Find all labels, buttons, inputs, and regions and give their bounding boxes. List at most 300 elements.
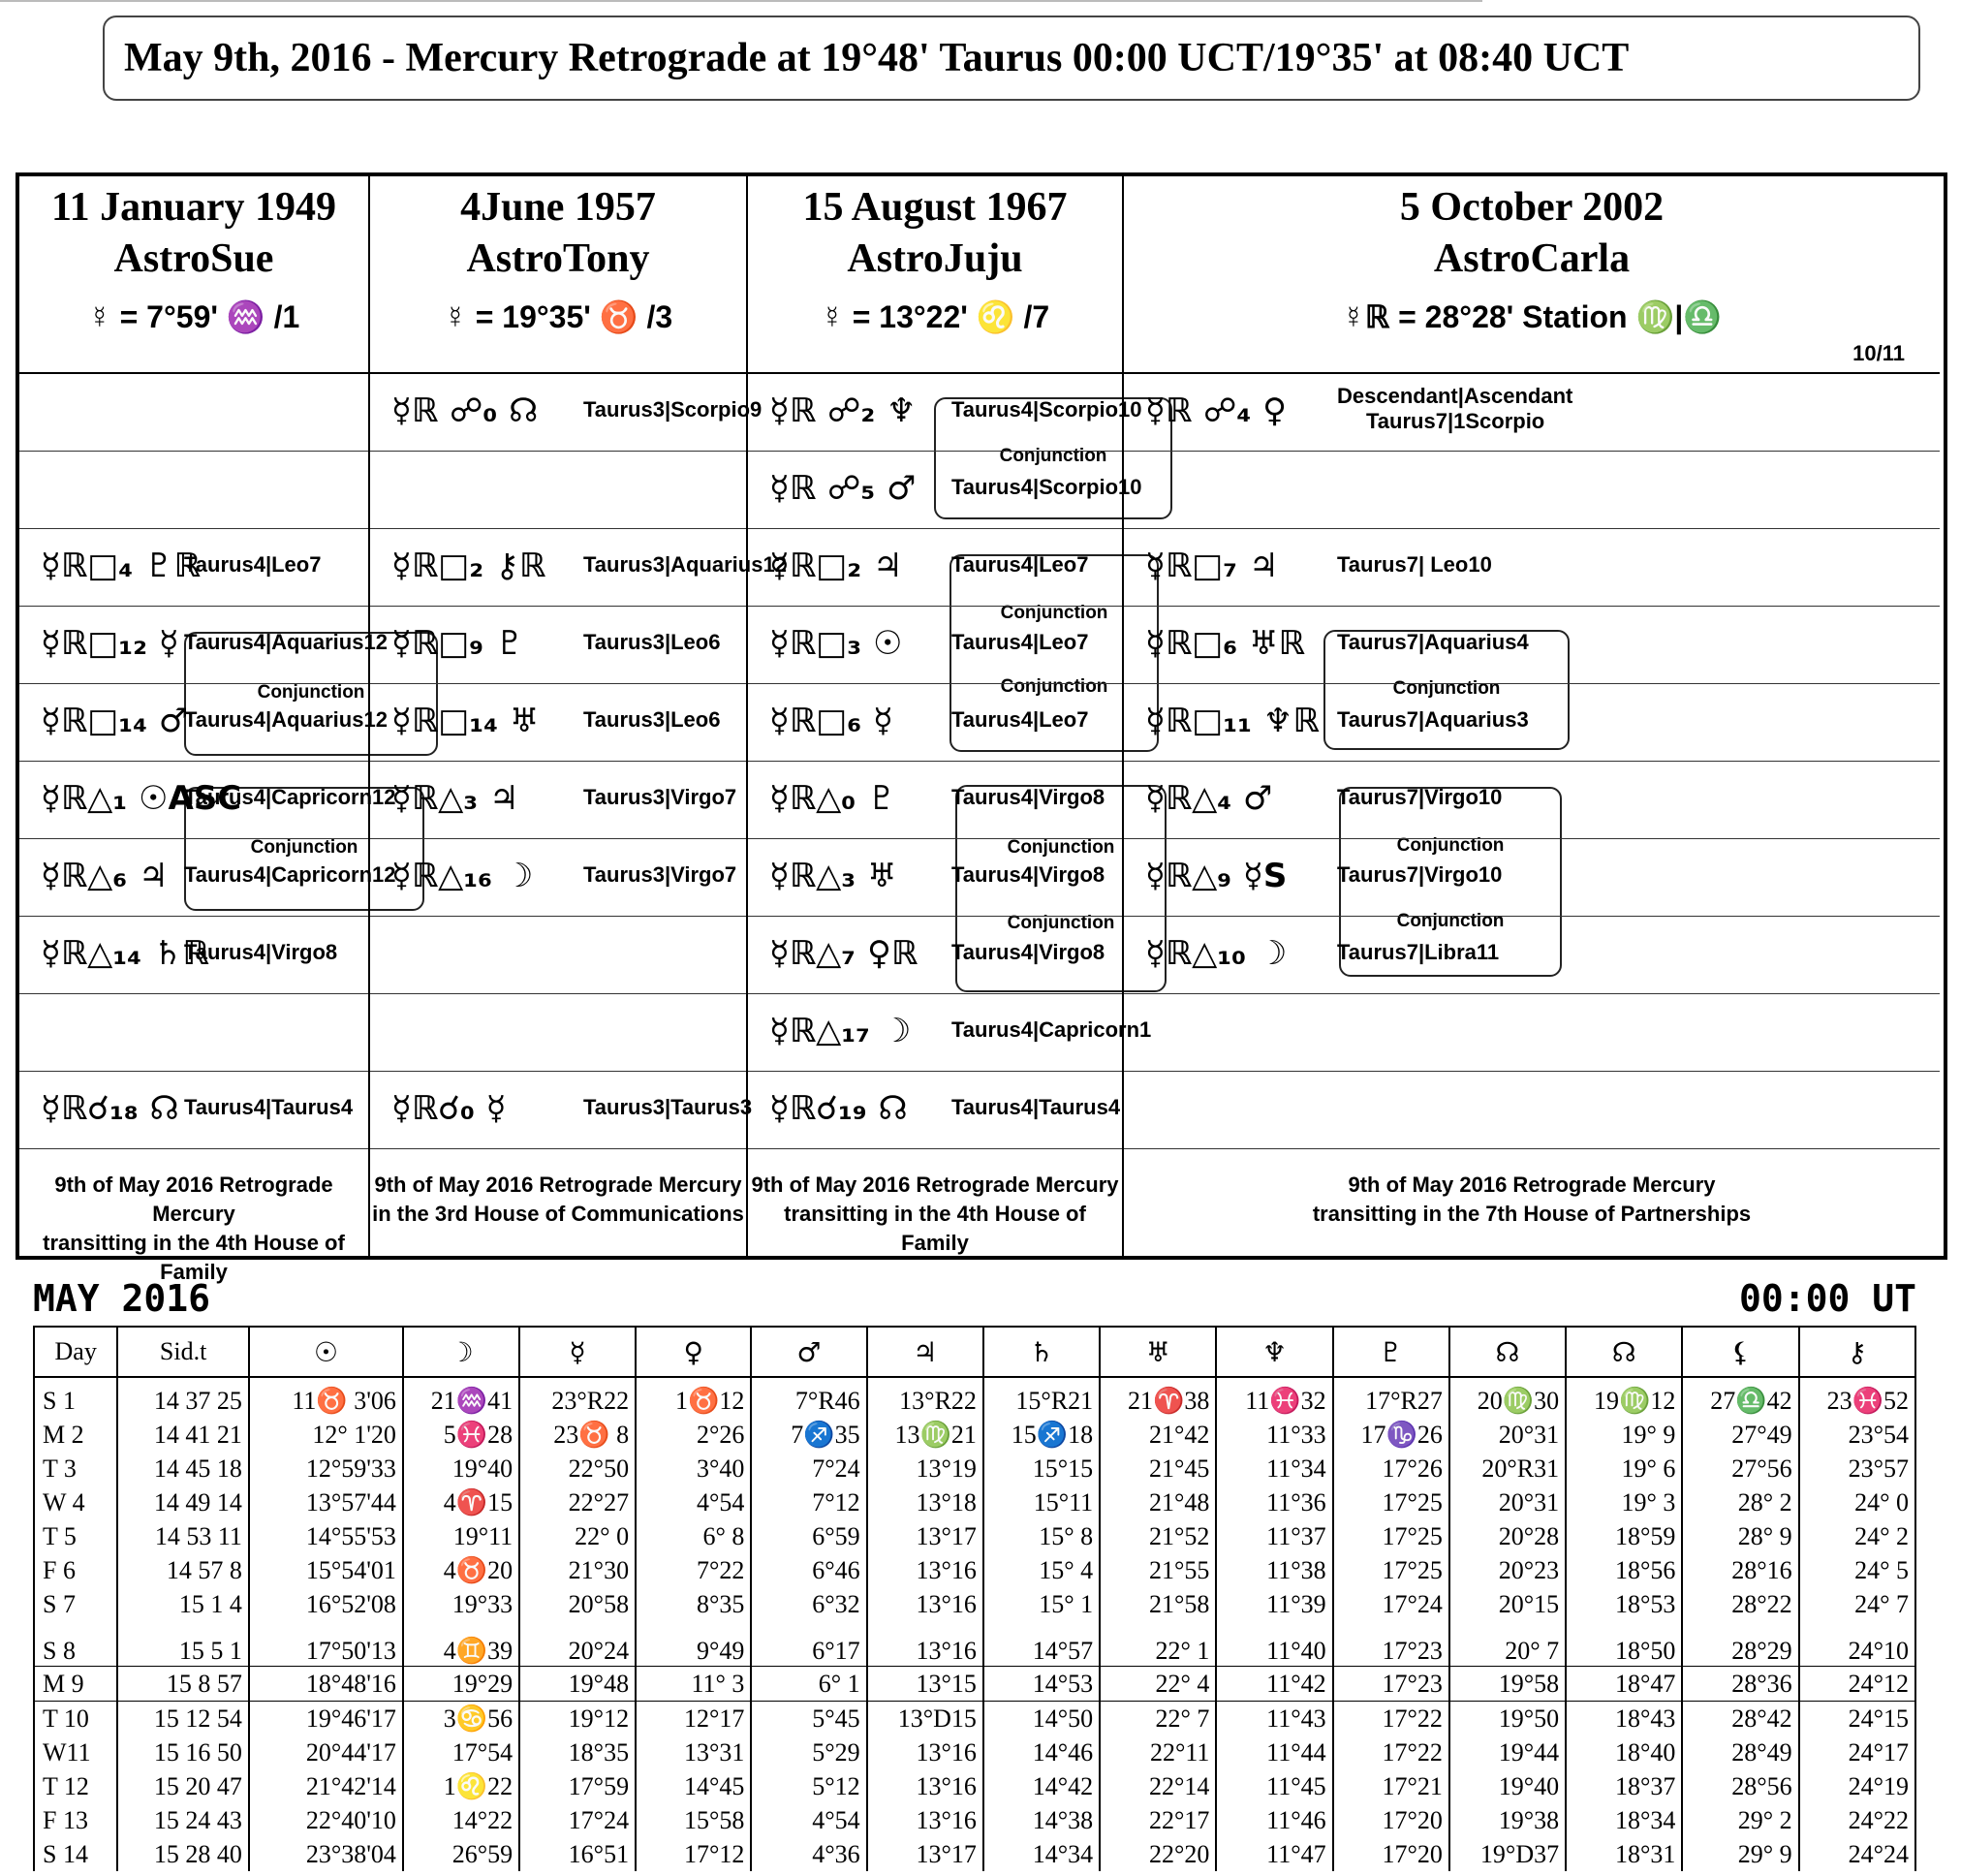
position-cell: 7°22 — [636, 1553, 751, 1587]
aspect-sign-house-label: Taurus3|Aquarius12 — [583, 552, 787, 577]
aspect-row — [748, 684, 1122, 762]
position-cell: 20°15 — [1449, 1587, 1566, 1621]
position-cell: 14°55'53 — [249, 1519, 403, 1553]
aspect-sign-house-label: Taurus3|Taurus3 — [583, 1095, 753, 1119]
position-cell: 19°38 — [1449, 1803, 1566, 1837]
aspect-row — [1124, 1072, 1940, 1149]
aspect-row — [1124, 374, 1940, 452]
position-cell: 11°37 — [1216, 1519, 1332, 1553]
ephemeris-row — [34, 1452, 1915, 1485]
position-cell: 17°22 — [1333, 1702, 1449, 1736]
chart-column-astrotony — [368, 176, 787, 1256]
aspect-row — [370, 607, 746, 684]
position-cell: 19°46'17 — [249, 1702, 403, 1736]
position-cell: 14°46 — [983, 1735, 1100, 1769]
position-cell: 6°59 — [751, 1519, 866, 1553]
aspect-glyph: ☿ℝ□₉ ♇ — [391, 624, 525, 663]
position-cell: 22°17 — [1100, 1803, 1216, 1837]
aspect-sign-house-label: Taurus7|Libra11 — [1337, 940, 1500, 964]
position-cell: 22°14 — [1100, 1769, 1216, 1803]
position-cell: 20°31 — [1449, 1418, 1566, 1452]
sidereal-time-cell: 15 12 54 — [117, 1702, 249, 1736]
aspect-glyph: ☿ℝ△₃ ♅ — [769, 857, 897, 895]
position-cell: 28°36 — [1682, 1667, 1798, 1702]
aspect-row — [1124, 529, 1940, 607]
aspect-sign-house-label: Taurus4|Taurus4 — [951, 1095, 1121, 1119]
position-cell: 12°17 — [636, 1702, 751, 1736]
position-cell: 23♉ 8 — [519, 1418, 636, 1452]
aspect-row — [19, 374, 368, 452]
day-cell: F 13 — [34, 1803, 117, 1837]
aspect-glyph: ☿ℝ△₇ ♀ℝ — [769, 934, 918, 973]
position-cell: 5♓28 — [403, 1418, 519, 1452]
aspect-row — [748, 529, 1122, 607]
position-cell: 2°26 — [636, 1418, 751, 1452]
day-cell: W 4 — [34, 1485, 117, 1519]
chart-owner-name: AstroSue — [113, 236, 274, 281]
ephemeris-row — [34, 1667, 1915, 1702]
aspect-row — [19, 452, 368, 529]
position-cell: 23°57 — [1799, 1452, 1915, 1485]
conjunction-label: Conjunction — [1000, 603, 1108, 623]
aspect-sign-house-label: Taurus4|Scorpio10 — [951, 475, 1142, 499]
aspect-row — [1124, 917, 1940, 994]
col-planet-glyph: ☊ — [1566, 1327, 1682, 1377]
aspect-row — [370, 762, 746, 839]
position-cell: 13°17 — [867, 1519, 983, 1553]
position-cell: 1♉12 — [636, 1377, 751, 1418]
sidereal-time-cell: 14 49 14 — [117, 1485, 249, 1519]
position-cell: 11°46 — [1216, 1803, 1332, 1837]
position-cell: 6°32 — [751, 1587, 866, 1621]
position-cell: 13°17 — [867, 1837, 983, 1871]
day-cell: S 14 — [34, 1837, 117, 1871]
natal-mercury-position: ☿ℝ = 28°28' Station ♍|♎ — [1341, 299, 1723, 334]
aspect-chart — [16, 172, 1947, 1284]
position-cell: 13°19 — [867, 1452, 983, 1485]
position-cell: 11°43 — [1216, 1702, 1332, 1736]
transit-summary-line2: in the 3rd House of Communications — [372, 1202, 744, 1226]
column-header — [370, 176, 746, 374]
ephemeris-time: 00:00 UT — [1738, 1277, 1916, 1320]
aspect-glyph: ☿ℝ△₄ ♂ — [1145, 779, 1273, 818]
position-cell: 23♓52 — [1799, 1377, 1915, 1418]
day-cell: M 9 — [34, 1667, 117, 1702]
aspect-glyph: ☿ℝ△₉ ☿S — [1145, 857, 1288, 895]
position-cell: 20°44'17 — [249, 1735, 403, 1769]
position-cell: 22° 1 — [1100, 1621, 1216, 1667]
conjunction-label: Conjunction — [1000, 676, 1108, 697]
aspect-row — [748, 1072, 1122, 1149]
house-cusp-note: 10/11 — [1852, 341, 1905, 365]
aspect-glyph: ☿ℝ△₁₄ ♄ℝ — [41, 934, 209, 973]
position-cell: 22°11 — [1100, 1735, 1216, 1769]
position-cell: 19°48 — [519, 1667, 636, 1702]
col-planet-glyph: ⚸ — [1682, 1327, 1798, 1377]
position-cell: 14°50 — [983, 1702, 1100, 1736]
position-cell: 29° 9 — [1682, 1837, 1798, 1871]
sidereal-time-cell: 14 37 25 — [117, 1377, 249, 1418]
aspect-row — [19, 1072, 368, 1149]
position-cell: 17°20 — [1333, 1837, 1449, 1871]
position-cell: 24° 5 — [1799, 1553, 1915, 1587]
position-cell: 19°12 — [519, 1702, 636, 1736]
sidereal-time-cell: 15 20 47 — [117, 1769, 249, 1803]
transit-summary — [1124, 1149, 1940, 1256]
position-cell: 18°43 — [1566, 1702, 1682, 1736]
position-cell: 4♊39 — [403, 1621, 519, 1667]
position-cell: 7°12 — [751, 1485, 866, 1519]
position-cell: 4♈15 — [403, 1485, 519, 1519]
aspect-row — [748, 839, 1122, 917]
position-cell: 6°17 — [751, 1621, 866, 1667]
ephemeris-row — [34, 1418, 1915, 1452]
position-cell: 28° 2 — [1682, 1485, 1798, 1519]
position-cell: 15°54'01 — [249, 1553, 403, 1587]
position-cell: 21°45 — [1100, 1452, 1216, 1485]
position-cell: 22°50 — [519, 1452, 636, 1485]
aspect-row — [1124, 762, 1940, 839]
position-cell: 14°53 — [983, 1667, 1100, 1702]
aspect-glyph: ☿ℝ ☍₄ ♀ — [1145, 391, 1288, 430]
aspect-sign-house-label: Taurus4|Virgo8 — [184, 940, 338, 964]
position-cell: 13°15 — [867, 1667, 983, 1702]
position-cell: 14°22 — [403, 1803, 519, 1837]
position-cell: 8°35 — [636, 1587, 751, 1621]
position-cell: 11♓32 — [1216, 1377, 1332, 1418]
col-planet-glyph: ♄ — [983, 1327, 1100, 1377]
ephemeris-row — [34, 1803, 1915, 1837]
ephemeris-row — [34, 1702, 1915, 1736]
aspect-sign-house-label: Descendant|Ascendant — [1337, 384, 1573, 408]
natal-mercury-position: ☿ = 7°59' ♒ /1 — [87, 299, 300, 334]
column-header — [748, 176, 1122, 374]
aspect-row — [370, 994, 746, 1072]
aspect-sign-house-label: Taurus7|Aquarius3 — [1337, 707, 1529, 732]
position-cell: 7°24 — [751, 1452, 866, 1485]
col-planet-glyph: ☿ — [519, 1327, 636, 1377]
position-cell: 17°23 — [1333, 1621, 1449, 1667]
position-cell: 27♎42 — [1682, 1377, 1798, 1418]
aspect-row — [748, 994, 1152, 1072]
position-cell: 24°12 — [1799, 1667, 1915, 1702]
position-cell: 13°16 — [867, 1769, 983, 1803]
transit-summary-line2: transitting in the 7th House of Partnerships — [1312, 1202, 1752, 1226]
position-cell: 19°29 — [403, 1667, 519, 1702]
position-cell: 17♑26 — [1333, 1418, 1449, 1452]
page-title: May 9th, 2016 - Mercury Retrograde at 19°48' Taurus 00:00 UCT/19°35' at 08:40 UCT — [103, 16, 1920, 101]
position-cell: 21♈38 — [1100, 1377, 1216, 1418]
position-cell: 17°26 — [1333, 1452, 1449, 1485]
conjunction-label: Conjunction — [1007, 837, 1115, 858]
position-cell: 12° 1'20 — [249, 1418, 403, 1452]
position-cell: 13°16 — [867, 1803, 983, 1837]
position-cell: 20° 7 — [1449, 1621, 1566, 1667]
position-cell: 19°40 — [403, 1452, 519, 1485]
aspect-row — [1124, 839, 1940, 917]
position-cell: 24°15 — [1799, 1702, 1915, 1736]
aspect-row — [748, 762, 1122, 839]
position-cell: 19♍12 — [1566, 1377, 1682, 1418]
aspect-row — [370, 452, 746, 529]
position-cell: 5°45 — [751, 1702, 866, 1736]
col-sidereal-time: Sid.t — [117, 1327, 249, 1377]
position-cell: 7♐35 — [751, 1418, 866, 1452]
position-cell: 11°47 — [1216, 1837, 1332, 1871]
conjunction-label: Conjunction — [999, 446, 1107, 466]
aspect-sign-house-label: Taurus4|Aquarius12 — [184, 707, 388, 732]
aspect-sign-house-label: Taurus4|Taurus4 — [184, 1095, 354, 1119]
col-planet-glyph: ♃ — [867, 1327, 983, 1377]
position-cell: 11°45 — [1216, 1769, 1332, 1803]
position-cell: 11°42 — [1216, 1667, 1332, 1702]
aspect-sign-house-label: Taurus3|Leo6 — [583, 707, 721, 732]
position-cell: 13♍21 — [867, 1418, 983, 1452]
aspect-row — [370, 1072, 753, 1149]
aspect-sign-house-label: Taurus4|Leo7 — [184, 552, 322, 577]
aspect-sign-house-label: Taurus4|Capricorn1 — [951, 1017, 1152, 1042]
aspect-row — [19, 917, 368, 994]
position-cell: 24° 0 — [1799, 1485, 1915, 1519]
position-cell: 11♉ 3'06 — [249, 1377, 403, 1418]
aspect-row — [1124, 607, 1940, 684]
sidereal-time-cell: 15 5 1 — [117, 1621, 249, 1667]
col-planet-glyph: ♆ — [1216, 1327, 1332, 1377]
position-cell: 24°24 — [1799, 1837, 1915, 1871]
position-cell: 5°12 — [751, 1769, 866, 1803]
day-cell: F 6 — [34, 1553, 117, 1587]
position-cell: 21°42'14 — [249, 1769, 403, 1803]
ephemeris-row — [34, 1519, 1915, 1553]
aspect-sign-house-label: Taurus7|Virgo10 — [1337, 785, 1503, 809]
position-cell: 15° 1 — [983, 1587, 1100, 1621]
position-cell: 19°33 — [403, 1587, 519, 1621]
aspect-sign-house-label: Taurus7| Leo10 — [1337, 552, 1492, 577]
conjunction-label: Conjunction — [1007, 913, 1115, 933]
aspect-glyph: ☿ℝ□₃ ☉ — [769, 624, 903, 663]
sidereal-time-cell: 15 24 43 — [117, 1803, 249, 1837]
day-cell: S 7 — [34, 1587, 117, 1621]
position-cell: 15♐18 — [983, 1418, 1100, 1452]
position-cell: 17°50'13 — [249, 1621, 403, 1667]
position-cell: 22° 4 — [1100, 1667, 1216, 1702]
aspect-sign-house-label: Taurus4|Aquarius12 — [184, 630, 388, 654]
position-cell: 9°49 — [636, 1621, 751, 1667]
position-cell: 13°18 — [867, 1485, 983, 1519]
position-cell: 11°40 — [1216, 1621, 1332, 1667]
position-cell: 4°54 — [751, 1803, 866, 1837]
position-cell: 14°38 — [983, 1803, 1100, 1837]
position-cell: 17°25 — [1333, 1485, 1449, 1519]
position-cell: 21°52 — [1100, 1519, 1216, 1553]
position-cell: 18°35 — [519, 1735, 636, 1769]
position-cell: 18°53 — [1566, 1587, 1682, 1621]
position-cell: 24° 2 — [1799, 1519, 1915, 1553]
aspect-glyph: ☿ℝ□₂ ⚷ℝ — [391, 547, 546, 585]
position-cell: 6° 1 — [751, 1667, 866, 1702]
day-cell: W11 — [34, 1735, 117, 1769]
position-cell: 11°38 — [1216, 1553, 1332, 1587]
aspect-row — [748, 917, 1122, 994]
aspect-glyph: ☿ℝ□₇ ♃ — [1145, 547, 1279, 585]
position-cell: 13°R22 — [867, 1377, 983, 1418]
aspect-row — [1124, 994, 1940, 1072]
col-planet-glyph: ☊ — [1449, 1327, 1566, 1377]
position-cell: 20°24 — [519, 1621, 636, 1667]
conjunction-label: Conjunction — [250, 837, 358, 858]
aspect-row — [19, 839, 396, 917]
position-cell: 1♌22 — [403, 1769, 519, 1803]
sidereal-time-cell: 15 28 40 — [117, 1837, 249, 1871]
sidereal-time-cell: 15 8 57 — [117, 1667, 249, 1702]
day-cell: M 2 — [34, 1418, 117, 1452]
aspect-glyph: ☿ℝ△₁₀ ☽ — [1145, 934, 1288, 973]
position-cell: 20°31 — [1449, 1485, 1566, 1519]
position-cell: 11°36 — [1216, 1485, 1332, 1519]
position-cell: 23°R22 — [519, 1377, 636, 1418]
aspect-glyph: ☿ℝ△₁₇ ☽ — [769, 1012, 912, 1050]
chart-owner-name: AstroJuju — [847, 236, 1023, 281]
natal-date: 4June 1957 — [460, 185, 656, 230]
position-cell: 16°51 — [519, 1837, 636, 1871]
position-cell: 22°20 — [1100, 1837, 1216, 1871]
position-cell: 15°15 — [983, 1452, 1100, 1485]
position-cell: 11°34 — [1216, 1452, 1332, 1485]
position-cell: 15°11 — [983, 1485, 1100, 1519]
transit-summary — [19, 1149, 368, 1284]
position-cell: 13°16 — [867, 1621, 983, 1667]
aspect-row — [748, 607, 1122, 684]
position-cell: 19°11 — [403, 1519, 519, 1553]
position-cell: 20°R31 — [1449, 1452, 1566, 1485]
position-cell: 17°12 — [636, 1837, 751, 1871]
position-cell: 13°57'44 — [249, 1485, 403, 1519]
aspect-row — [370, 917, 746, 994]
position-cell: 4°36 — [751, 1837, 866, 1871]
aspect-row — [1124, 452, 1940, 529]
position-cell: 17°24 — [519, 1803, 636, 1837]
aspect-glyph: ☿ℝ□₄ ♇ℝ — [41, 547, 201, 585]
position-cell: 14°42 — [983, 1769, 1100, 1803]
aspect-glyph: ☿ℝ□₆ ♅ℝ — [1145, 624, 1305, 663]
aspect-row — [19, 529, 368, 607]
position-cell: 15° 8 — [983, 1519, 1100, 1553]
position-cell: 28°49 — [1682, 1735, 1798, 1769]
ephemeris-row — [34, 1587, 1915, 1621]
aspect-row — [370, 839, 746, 917]
aspect-glyph: ☿ℝ□₁₄ ♅ — [391, 702, 540, 740]
position-cell: 6°46 — [751, 1553, 866, 1587]
ephemeris-month: MAY 2016 — [33, 1277, 211, 1320]
aspect-glyph: ☿ℝ□₁₁ ♆ℝ — [1145, 702, 1320, 740]
chart-column-astrojuju — [746, 176, 1152, 1256]
position-cell: 28°22 — [1682, 1587, 1798, 1621]
ephemeris-row — [34, 1485, 1915, 1519]
col-planet-glyph: ♀ — [636, 1327, 751, 1377]
column-header — [19, 176, 368, 374]
position-cell: 28°29 — [1682, 1621, 1798, 1667]
position-cell: 24°19 — [1799, 1769, 1915, 1803]
position-cell: 17°54 — [403, 1735, 519, 1769]
natal-mercury-position: ☿ = 13°22' ♌ /7 — [820, 299, 1050, 334]
col-day: Day — [34, 1327, 117, 1377]
aspect-glyph: ☿ℝ ☍₂ ♆ — [769, 391, 917, 430]
col-planet-glyph: ♇ — [1333, 1327, 1449, 1377]
position-cell: 13°16 — [867, 1587, 983, 1621]
position-cell: 4♉20 — [403, 1553, 519, 1587]
chart-column-astrocarla — [1122, 176, 1940, 1256]
aspect-sign-house-label: Taurus3|Virgo7 — [583, 862, 737, 887]
ephemeris-row — [34, 1553, 1915, 1587]
position-cell: 23°38'04 — [249, 1837, 403, 1871]
aspect-glyph: ☿ℝ△₁₆ ☽ — [391, 857, 534, 895]
aspect-sign-house-label: Taurus3|Virgo7 — [583, 785, 737, 809]
aspect-sign-house-label: Taurus4|Capricorn12 — [184, 862, 396, 887]
aspect-row — [19, 607, 388, 684]
natal-date: 5 October 2002 — [1399, 185, 1665, 230]
position-cell: 5°29 — [751, 1735, 866, 1769]
position-cell: 18°59 — [1566, 1519, 1682, 1553]
position-cell: 13°16 — [867, 1735, 983, 1769]
position-cell: 14°45 — [636, 1769, 751, 1803]
aspect-row — [370, 529, 787, 607]
position-cell: 19°50 — [1449, 1702, 1566, 1736]
aspect-row — [370, 374, 763, 452]
col-planet-glyph: ♂ — [751, 1327, 866, 1377]
position-cell: 15° 4 — [983, 1553, 1100, 1587]
transit-summary-line1: 9th of May 2016 Retrograde Mercury — [1348, 1172, 1716, 1197]
position-cell: 12°59'33 — [249, 1452, 403, 1485]
aspect-sign-house-label: Taurus7|Virgo10 — [1337, 862, 1503, 887]
transit-summary-line1: 9th of May 2016 Retrograde Mercury — [54, 1172, 333, 1226]
position-cell: 19° 9 — [1566, 1418, 1682, 1452]
sidereal-time-cell: 15 1 4 — [117, 1587, 249, 1621]
position-cell: 23°54 — [1799, 1418, 1915, 1452]
aspect-glyph: ☿ℝ ☍₀ ☊ — [391, 391, 539, 430]
aspect-glyph: ☿ℝ□₂ ♃ — [769, 547, 903, 585]
position-cell: 21°30 — [519, 1553, 636, 1587]
sidereal-time-cell: 14 45 18 — [117, 1452, 249, 1485]
position-cell: 17°21 — [1333, 1769, 1449, 1803]
position-cell: 20°28 — [1449, 1519, 1566, 1553]
position-cell: 14°34 — [983, 1837, 1100, 1871]
position-cell: 19°40 — [1449, 1769, 1566, 1803]
position-cell: 27°49 — [1682, 1418, 1798, 1452]
position-cell: 21°58 — [1100, 1587, 1216, 1621]
aspect-glyph: ☿ℝ△₀ ♇ — [769, 779, 897, 818]
natal-mercury-position: ☿ = 19°35' ♉ /3 — [443, 299, 673, 334]
position-cell: 18°31 — [1566, 1837, 1682, 1871]
aspect-sign-house-label: Taurus4|Leo7 — [951, 707, 1089, 732]
chart-owner-name: AstroTony — [466, 236, 650, 281]
position-cell: 21°48 — [1100, 1485, 1216, 1519]
position-cell: 11° 3 — [636, 1667, 751, 1702]
position-cell: 20°23 — [1449, 1553, 1566, 1587]
aspect-row — [1124, 684, 1940, 762]
position-cell: 21♒41 — [403, 1377, 519, 1418]
col-planet-glyph: ♅ — [1100, 1327, 1216, 1377]
position-cell: 27°56 — [1682, 1452, 1798, 1485]
aspect-sign-house-label: Taurus3|Leo6 — [583, 630, 721, 654]
position-cell: 22° 0 — [519, 1519, 636, 1553]
aspect-sign-house-label: Taurus4|Virgo8 — [951, 940, 1105, 964]
aspect-glyph: ☿ℝ☌₁₉ ☊ — [769, 1089, 908, 1128]
position-cell: 18°47 — [1566, 1667, 1682, 1702]
conjunction-label: Conjunction — [1392, 678, 1501, 699]
position-cell: 20°58 — [519, 1587, 636, 1621]
aspect-row — [748, 452, 1142, 529]
position-cell: 21°55 — [1100, 1553, 1216, 1587]
